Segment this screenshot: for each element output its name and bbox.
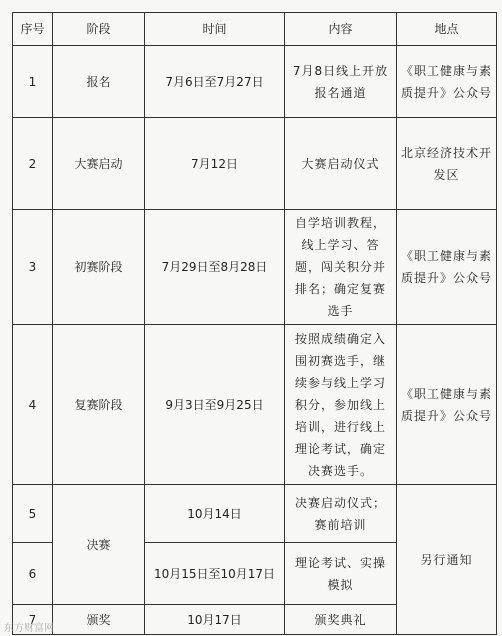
row-index: 4: [13, 325, 53, 485]
row-content: 7月8日线上开放报名通道: [285, 46, 397, 118]
row-phase: 决赛: [53, 485, 145, 605]
table-row: [13, 210, 497, 325]
row-time: 7月29日至8月28日: [145, 210, 285, 325]
row-time: 9月3日至9月25日: [145, 325, 285, 485]
header-phase: 阶段: [53, 13, 145, 46]
row-index: 2: [13, 118, 53, 210]
row-index: 1: [13, 46, 53, 118]
header-index: 序号: [13, 13, 53, 46]
header-place: 地点: [397, 13, 497, 46]
row-content: 按照成绩确定入围初赛选手，继续参与线上学习积分，参加线上培训，进行线上理论考试，确定决赛选手。: [285, 325, 397, 485]
header-time: 时间: [145, 13, 285, 46]
row-phase: 报名: [53, 46, 145, 118]
row-phase: 大赛启动: [53, 118, 145, 210]
row-time: 10月17日: [145, 605, 285, 635]
table-header-row: [13, 13, 497, 46]
row-place: 北京经济技术开发区: [397, 118, 497, 210]
watermark: 东方财富网: [4, 623, 54, 634]
row-phase: 颁奖: [53, 605, 145, 635]
table-row: [13, 485, 497, 543]
row-place: 另行通知: [397, 485, 497, 635]
row-content: 决赛启动仪式；赛前培训: [285, 485, 397, 543]
row-time: 7月12日: [145, 118, 285, 210]
row-place: 《职工健康与素质提升》公众号: [397, 210, 497, 325]
row-content: 理论考试、实操模拟: [285, 543, 397, 605]
row-content: 大赛启动仪式: [285, 118, 397, 210]
row-time: 7月6日至7月27日: [145, 46, 285, 118]
row-index: 3: [13, 210, 53, 325]
row-content: 颁奖典礼: [285, 605, 397, 635]
table-row: [13, 118, 497, 210]
row-index: 6: [13, 543, 53, 605]
row-place: 《职工健康与素质提升》公众号: [397, 46, 497, 118]
table-row: [13, 325, 497, 485]
header-content: 内容: [285, 13, 397, 46]
schedule-table: [12, 12, 497, 635]
row-index: 5: [13, 485, 53, 543]
row-index: 7: [13, 605, 53, 635]
table-row: [13, 46, 497, 118]
row-phase: 复赛阶段: [53, 325, 145, 485]
row-time: 10月15日至10月17日: [145, 543, 285, 605]
row-phase: 初赛阶段: [53, 210, 145, 325]
row-time: 10月14日: [145, 485, 285, 543]
row-place: 《职工健康与素质提升》公众号: [397, 325, 497, 485]
row-content: 自学培训教程，线上学习、答题，闯关积分并排名；确定复赛选手: [285, 210, 397, 325]
